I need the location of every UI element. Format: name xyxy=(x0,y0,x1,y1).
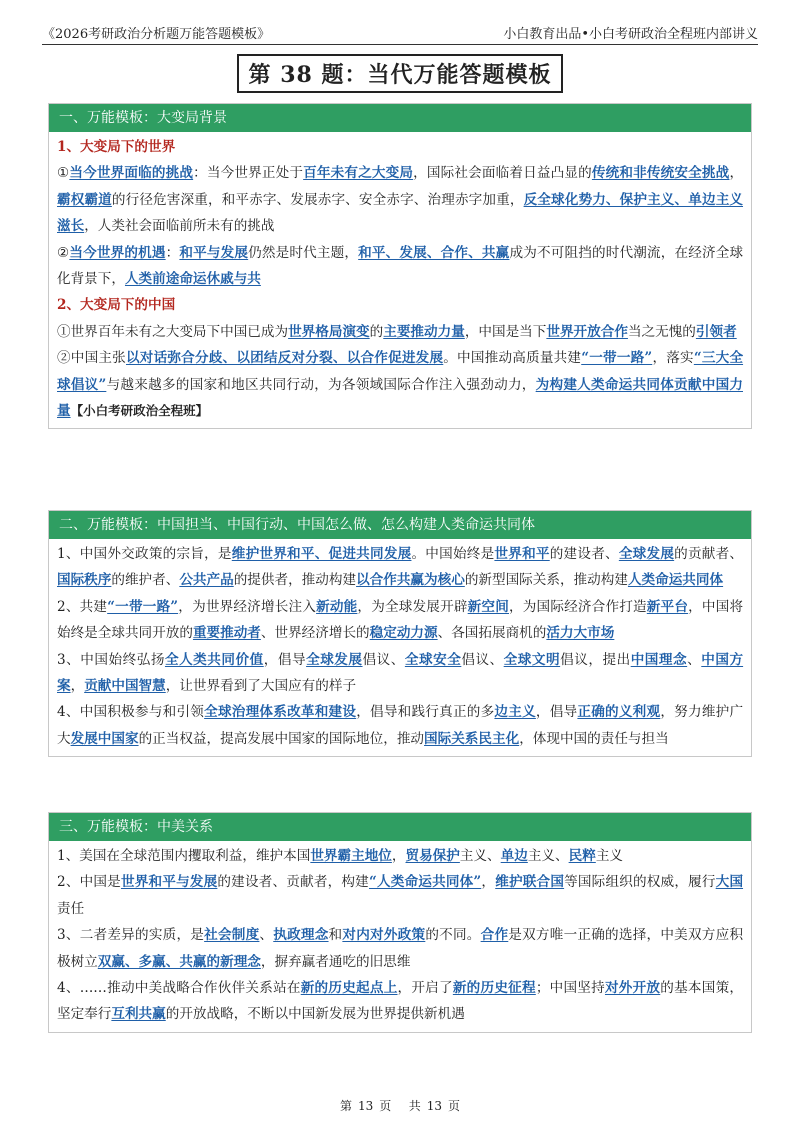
text-run: 1、美国在全球范围内攫取利益，维护本国 xyxy=(57,848,311,864)
key-term: 新的历史征程 xyxy=(452,980,536,997)
footer-page-label: 第 xyxy=(339,1099,352,1113)
key-term: 维护联合国 xyxy=(495,874,565,891)
key-term: 国际秩序 xyxy=(57,572,112,589)
paragraph xyxy=(57,240,743,293)
text-run: 是双方唯一正确的选择，中美双方应积极树立 xyxy=(57,927,744,970)
text-run: 的行径危害深重，和平赤字、发展赤字、安全赤字、治理赤字加重， xyxy=(111,191,524,208)
text-run: 的新型国际关系，推动构建 xyxy=(464,572,628,589)
key-term: 全球发展 xyxy=(306,651,363,668)
text-run: 2、中国是 xyxy=(57,874,121,891)
paragraph xyxy=(57,594,743,647)
key-term: 和平与发展 xyxy=(179,244,249,261)
text-run: 倡议、 xyxy=(362,651,405,668)
footer-total-label: 共 xyxy=(408,1099,421,1113)
key-term: 世界格局演变 xyxy=(288,323,370,340)
text-run: ， xyxy=(391,848,406,864)
paragraph xyxy=(57,319,743,345)
section-body xyxy=(49,539,751,756)
key-term: 为构建人类命运共同体贡献中国力量 xyxy=(57,376,743,420)
text-run: 、 xyxy=(259,927,274,944)
key-term: 发展中国家 xyxy=(70,730,139,747)
page-footer xyxy=(0,1097,800,1114)
text-run: ②中国主张 xyxy=(57,350,126,367)
key-term: 以对话弥合分歧、以团结反对分裂、以合作促进发展 xyxy=(125,350,444,367)
text-run: ，为全球发展开辟 xyxy=(357,598,468,615)
key-term: 世界和平 xyxy=(494,546,550,562)
subheading: 2、大变局下的中国 xyxy=(57,297,176,314)
key-term: 贸易保护 xyxy=(405,848,460,864)
footer-total-unit: 页 xyxy=(448,1099,461,1113)
key-term: 世界开放合作 xyxy=(546,323,628,340)
key-term: 全球治理体系改革和建设 xyxy=(204,704,357,721)
text-run: 4、中国积极参与和引领 xyxy=(57,704,205,721)
text-run: 的建设者、贡献者，构建 xyxy=(217,874,369,891)
text-run: ，落实 xyxy=(652,350,694,367)
text-run: 主义 xyxy=(595,848,623,864)
key-term: 公共产品 xyxy=(179,572,234,589)
text-run: ， xyxy=(481,874,496,891)
text-run: ，为国际经济合作打造 xyxy=(509,598,647,615)
text-run: ：当今世界正处于 xyxy=(193,165,304,182)
text-run: ， xyxy=(70,678,85,695)
text-run: 仍然是时代主题， xyxy=(248,244,359,261)
text-run: 的维护者、 xyxy=(111,572,180,589)
key-term: 人类命运共同体 xyxy=(627,572,724,589)
text-run: ，人类社会面临前所未有的挑战 xyxy=(84,218,275,235)
key-term: 新动能 xyxy=(316,598,358,615)
text-run: ，努力维护广大 xyxy=(57,704,744,747)
key-term: “人类命运共同体” xyxy=(368,874,482,891)
key-term: 以合作共赢为核心 xyxy=(356,572,465,589)
key-term: 边主义 xyxy=(494,704,536,721)
key-term: 稳定动力源 xyxy=(369,625,438,642)
text-run: ①世界百年未有之大变局下中国已成为 xyxy=(57,323,289,340)
text-run: ；中国坚持 xyxy=(535,980,605,997)
text-run: ，倡导 xyxy=(263,651,307,668)
section-background xyxy=(48,103,752,429)
key-term: 百年未有之大变局 xyxy=(303,165,414,182)
key-term: “一带一路” xyxy=(107,598,179,615)
text-run: ，体现中国的责任与担当 xyxy=(519,730,669,747)
text-run: ，倡导和践行真正的多 xyxy=(356,704,495,721)
key-term: 双赢、多赢、共赢的新理念 xyxy=(97,953,261,970)
text-run: ，摒弃赢者通吃的旧思维 xyxy=(260,953,411,970)
text-run: 3、中国始终弘扬 xyxy=(57,651,165,668)
text-run: ，让世界看到了大国应有的样子 xyxy=(165,678,357,695)
key-term: 对内对外政策 xyxy=(342,927,426,944)
text-run: 当之无愧的 xyxy=(627,323,696,340)
key-term: 霸权霸道 xyxy=(57,191,112,208)
text-run: ，倡导 xyxy=(535,704,578,721)
text-run: 主义、 xyxy=(527,848,569,864)
key-term: 主要推动力量 xyxy=(383,323,465,340)
key-term: 反全球化势力、保护主义、单边主义滋长 xyxy=(57,191,744,235)
key-term: 单边 xyxy=(500,848,528,864)
paragraph xyxy=(57,869,743,922)
paragraph xyxy=(57,345,743,424)
paragraph xyxy=(57,843,743,869)
key-term: 维护世界和平、促进共同发展 xyxy=(231,546,412,562)
text-run: 倡议、 xyxy=(461,651,504,668)
paragraph xyxy=(57,541,743,594)
key-term: 执政理念 xyxy=(273,927,329,944)
subheading: 1、大变局下的世界 xyxy=(57,139,176,155)
title-area xyxy=(0,54,800,93)
footer-page-unit: 页 xyxy=(379,1099,392,1113)
text-run: 2、共建 xyxy=(57,598,108,615)
text-run: 的开放战略，不断以中国新发展为世界提供新机遇 xyxy=(165,1006,465,1023)
paragraph xyxy=(57,134,743,160)
key-term: 全球文明 xyxy=(503,651,561,668)
paragraph xyxy=(57,699,743,752)
footer-page-number: 13 xyxy=(357,1099,374,1113)
header-book-title: 《2026考研政治分析题万能答题模板》 xyxy=(42,27,271,42)
section-china-us xyxy=(48,812,752,1033)
key-term: 重要推动者 xyxy=(192,625,261,642)
text-run: ，中国将始终是全球共同开放的 xyxy=(57,598,744,642)
section-body xyxy=(49,841,751,1032)
section-heading: 二、万能模板：中国担当、中国行动、中国怎么做、怎么构建人类命运共同体 xyxy=(49,511,751,539)
key-term: 世界和平与发展 xyxy=(120,874,218,891)
key-term: 互利共赢 xyxy=(111,1006,166,1023)
text-run: 、各国拓展商机的 xyxy=(437,625,547,642)
key-term: 新的历史起点上 xyxy=(300,980,398,997)
text-run: 倡议，提出 xyxy=(560,651,631,668)
text-run: 、世界经济增长的 xyxy=(260,625,370,642)
section-heading: 一、万能模板：大变局背景 xyxy=(49,104,751,132)
text-run: ，为世界经济增长注入 xyxy=(178,598,317,615)
key-term: 全球发展 xyxy=(618,546,675,562)
key-term: 人类前途命运休戚与共 xyxy=(124,271,261,288)
text-run: ， xyxy=(729,165,744,182)
key-term: 中国方案 xyxy=(57,651,744,695)
key-term: “一带一路” xyxy=(581,350,653,367)
key-term: 合作 xyxy=(480,927,509,944)
paragraph xyxy=(57,975,743,1028)
text-run: 。中国始终是 xyxy=(411,546,495,562)
key-term: 国际关系民主化 xyxy=(424,730,520,747)
key-term: 大国 xyxy=(715,874,744,891)
running-header xyxy=(42,20,758,45)
text-run: 责任 xyxy=(57,900,85,917)
text-run: ② xyxy=(57,244,70,261)
key-term: 民粹 xyxy=(568,848,596,864)
page-title: 第 38 题：当代万能答题模板 xyxy=(237,54,564,93)
text-run: ，中国是当下 xyxy=(464,323,547,340)
text-run: 的正当权益，提高发展中国家的国际地位，推动 xyxy=(138,730,425,747)
key-term: 当今世界的机遇 xyxy=(69,244,166,261)
text-run: 、 xyxy=(687,651,702,668)
key-term: 正确的义利观 xyxy=(577,704,661,721)
section-china-role xyxy=(48,510,752,757)
text-run: 的不同。 xyxy=(425,927,481,944)
text-run: 的建设者、 xyxy=(549,546,619,562)
text-run: 和 xyxy=(328,927,343,944)
text-run: 的基本国策，坚定奉行 xyxy=(57,980,743,1023)
text-run: 3、二者差异的实质，是 xyxy=(57,927,205,944)
text-run: 1、中国外交政策的宗旨，是 xyxy=(57,546,232,562)
paragraph xyxy=(57,647,743,700)
text-run: ① xyxy=(57,165,70,182)
paragraph xyxy=(57,292,743,318)
key-term: “三大全球倡议” xyxy=(57,350,744,393)
text-run: 成为不可阻挡的时代潮流，在经济全球化背景下， xyxy=(57,244,744,288)
key-term: 对外开放 xyxy=(604,980,661,997)
key-term: 世界霸主地位 xyxy=(310,848,392,864)
key-term: 和平、发展、合作、共赢 xyxy=(358,244,510,261)
key-term: 新平台 xyxy=(646,598,689,615)
text-run: ： xyxy=(165,244,180,261)
source-note: 【小白考研政治全程班】 xyxy=(70,403,209,419)
text-run: 等国际组织的权威，履行 xyxy=(564,874,716,891)
text-run: 。中国推动高质量共建 xyxy=(443,350,582,367)
key-term: 新空间 xyxy=(467,598,509,615)
text-run: 与越来越多的国家和地区共同行动，为各领域国际合作注入强劲动力， xyxy=(106,376,536,393)
key-term: 传统和非传统安全挑战 xyxy=(591,165,730,182)
text-run: ，国际社会面临着日益凸显的 xyxy=(413,165,592,182)
paragraph xyxy=(57,160,743,239)
key-term: 社会制度 xyxy=(204,927,260,944)
text-run: 4、……推动中美战略合作伙伴关系站在 xyxy=(57,980,301,997)
text-run: 主义、 xyxy=(459,848,501,864)
section-heading: 三、万能模板：中美关系 xyxy=(49,813,751,841)
text-run: 的 xyxy=(369,323,384,340)
key-term: 贡献中国智慧 xyxy=(84,678,166,695)
section-body xyxy=(49,132,751,428)
header-publisher: 小白教育出品•小白考研政治全程班内部讲义 xyxy=(503,27,758,42)
text-run: 的贡献者、 xyxy=(674,546,744,562)
footer-total-number: 13 xyxy=(426,1099,443,1113)
paragraph xyxy=(57,922,743,975)
text-run: ，开启了 xyxy=(397,980,453,997)
key-term: 全球安全 xyxy=(404,651,462,668)
text-run: 的提供者，推动构建 xyxy=(233,572,357,589)
key-term: 活力大市场 xyxy=(546,625,615,642)
key-term: 全人类共同价值 xyxy=(164,651,264,668)
key-term: 引领者 xyxy=(695,323,737,340)
key-term: 中国理念 xyxy=(630,651,688,668)
key-term: 当今世界面临的挑战 xyxy=(69,165,194,182)
